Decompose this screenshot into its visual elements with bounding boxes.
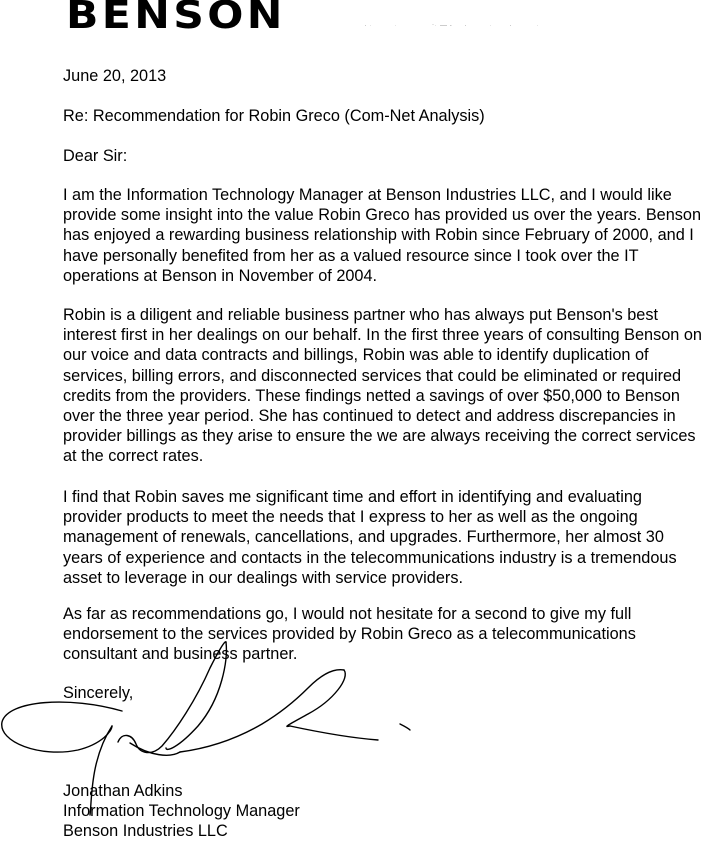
letter-date: June 20, 2013: [63, 67, 167, 85]
letterhead-rule: [270, 24, 650, 26]
letter-paragraph-1: I am the Information Technology Manager at Benson Industries LLC, and I would like provide some insight into the value Robin Greco has provided us over the years. Benson has enjoyed a rewarding business relationship with Robin since February of 2000, and I have personally benefited from her as a valued resource since I took over the IT operations at Benson in November of 2004.: [63, 186, 702, 285]
signer-title: Information Technology Manager: [63, 802, 300, 820]
letter-salutation: Dear Sir:: [63, 147, 128, 165]
letter-paragraph-4: As far as recommendations go, I would not hesitate for a second to give my full endorsement to the services provided by Robin Greco as a telecommunications consultant and business partner.: [63, 605, 636, 664]
letter-subject: Re: Recommendation for Robin Greco (Com-Net Analysis): [63, 107, 485, 125]
letter-closing: Sincerely,: [63, 684, 134, 702]
company-logo: BENSON: [66, 0, 286, 37]
letter-paragraph-2: Robin is a diligent and reliable business partner who has always put Benson's best interest first in her dealings on our behalf. In the first three years of consulting Benson on our voice and data contracts and billings, Robin was able to identify duplication of services, billing errors, and disconnected services that could be eliminated or required credits from the providers. These findings netted a savings of over $50,000 to Benson over the three year period. She has continued to detect and address discrepancies in provider billings as they arise to ensure the we are always receiving the correct services at the correct rates.: [63, 306, 702, 466]
letter-paragraph-3: I find that Robin saves me significant time and effort in identifying and evaluating provider products to meet the needs that I express to her as well as the ongoing management of renewals, cancellations, and upgrades. Furthermore, her almost 30 years of experience and contacts in the telecommunications industry is a tremendous asset to leverage in our dealings with service providers.: [63, 488, 677, 587]
signer-company: Benson Industries LLC: [63, 822, 228, 840]
signer-name: Jonathan Adkins: [63, 782, 183, 800]
